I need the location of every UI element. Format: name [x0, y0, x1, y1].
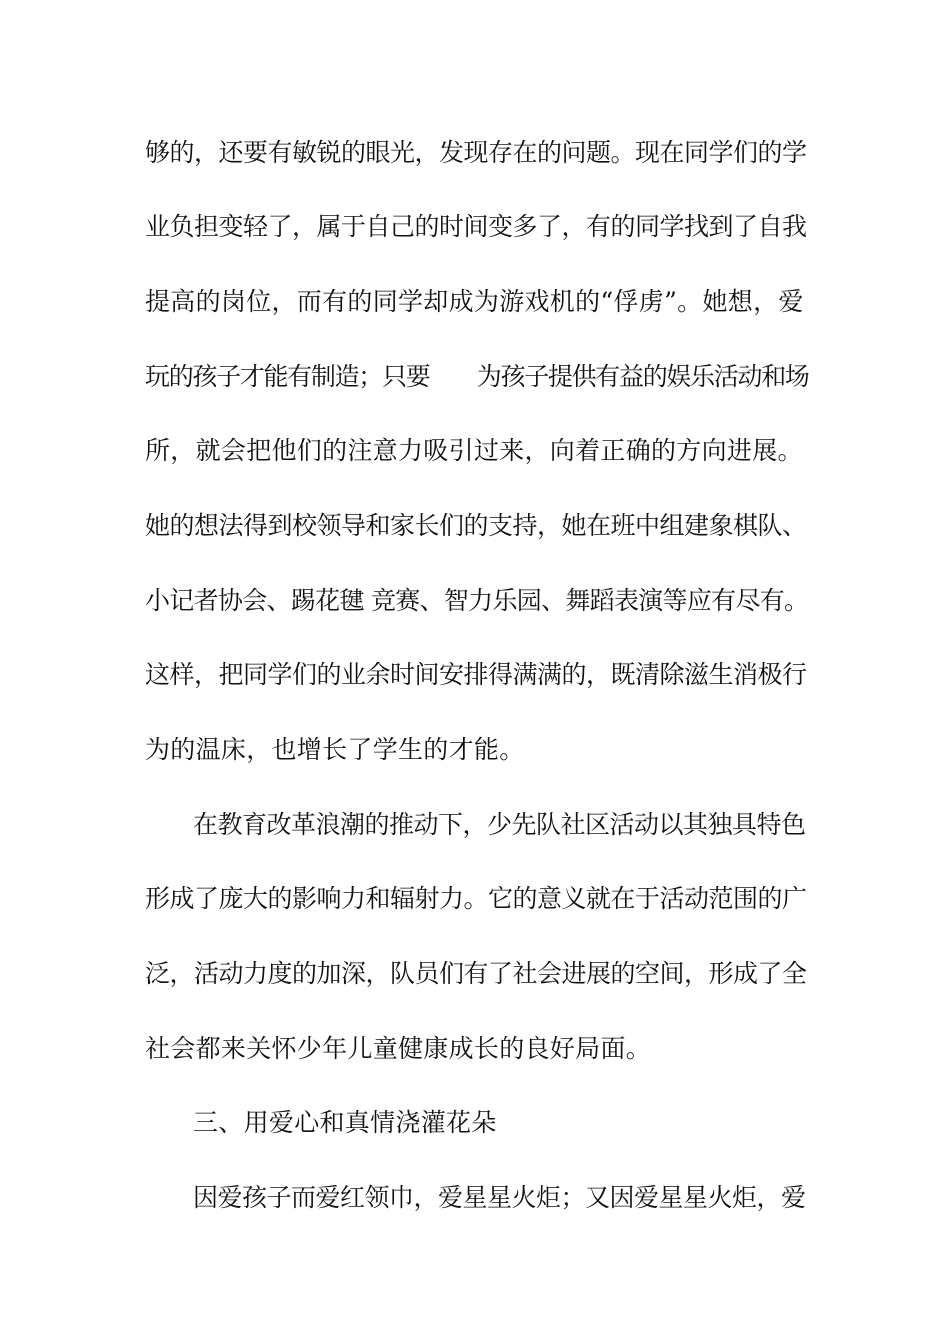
paragraph-line: 在教育改革浪潮的推动下，少先队社区活动以其独具特色 — [193, 810, 806, 839]
paragraph-line: 这样，把同学们的业余时间安排得满满的，既清除滋生消极行 — [145, 660, 807, 689]
paragraph-line: 小记者协会、踢花毽 竞赛、智力乐园、舞蹈表演等应有尽有。 — [145, 586, 809, 615]
paragraph-line: 玩的孩子才能有制造；只要 为孩子提供有益的娱乐活动和场 — [145, 362, 809, 391]
paragraph-line: 够的，还要有敏锐的眼光，发现存在的问题。现在同学们的学 — [145, 138, 807, 167]
paragraph-line: 提高的岗位，而有的同学却成为游戏机的“俘虏”。她想，爱 — [145, 287, 804, 316]
paragraph-line: 业负担变轻了，属于自己的时间变多了，有的同学找到了自我 — [145, 212, 807, 241]
paragraph-line: 泛，活动力度的加深，队员们有了社会进展的空间，形成了全 — [145, 959, 807, 988]
section-heading: 三、用爱心和真情浇灌花朵 — [193, 1108, 497, 1137]
paragraph-line: 形成了庞大的影响力和辐射力。它的意义就在于活动范围的广 — [145, 884, 807, 913]
paragraph-line: 所，就会把他们的注意力吸引过来，向着正确的方向进展。 — [145, 436, 803, 465]
paragraph-line: 社会都来关怀少年儿童健康成长的良好局面。 — [145, 1034, 652, 1063]
paragraph-line: 她的想法得到校领导和家长们的支持，她在班中组建象棋队、 — [145, 511, 807, 540]
paragraph-line: 因爱孩子而爱红领巾，爱星星火炬；又因爱星星火炬，爱 — [193, 1183, 806, 1212]
paragraph-line: 为的温床，也增长了学生的才能。 — [145, 735, 525, 764]
